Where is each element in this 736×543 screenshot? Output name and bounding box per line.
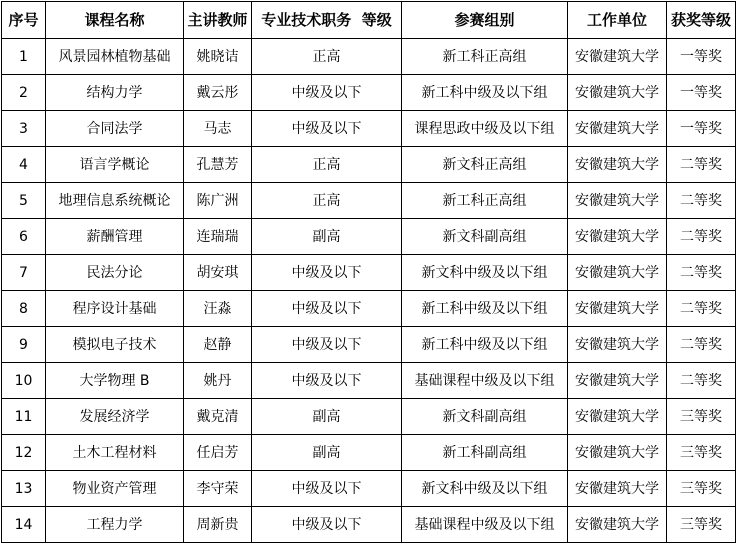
cell-award: 一等奖 xyxy=(667,111,736,147)
cell-award: 二等奖 xyxy=(667,255,736,291)
cell-title-level: 副高 xyxy=(252,219,402,255)
cell-course-name: 薪酬管理 xyxy=(46,219,184,255)
table-row xyxy=(2,471,736,507)
cell-course-name: 大学物理 B xyxy=(46,363,184,399)
cell-index: 12 xyxy=(2,435,46,471)
award-results-table xyxy=(1,1,736,543)
cell-title-level: 中级及以下 xyxy=(252,471,402,507)
cell-group: 新工科中级及以下组 xyxy=(402,327,568,363)
cell-affiliation: 安徽建筑大学 xyxy=(568,75,667,111)
cell-course-name: 合同法学 xyxy=(46,111,184,147)
cell-title-level: 正高 xyxy=(252,183,402,219)
cell-lecturer: 任启芳 xyxy=(184,435,252,471)
cell-affiliation: 安徽建筑大学 xyxy=(568,111,667,147)
cell-course-name: 风景园林植物基础 xyxy=(46,39,184,75)
cell-title-level: 中级及以下 xyxy=(252,363,402,399)
cell-group: 基础课程中级及以下组 xyxy=(402,507,568,543)
cell-affiliation: 安徽建筑大学 xyxy=(568,291,667,327)
cell-title-level: 中级及以下 xyxy=(252,507,402,543)
table-body xyxy=(2,39,736,543)
cell-lecturer: 戴云彤 xyxy=(184,75,252,111)
cell-group: 新工科中级及以下组 xyxy=(402,291,568,327)
cell-title-level: 中级及以下 xyxy=(252,75,402,111)
header-affiliation: 工作单位 xyxy=(568,2,667,39)
cell-group: 基础课程中级及以下组 xyxy=(402,363,568,399)
cell-affiliation: 安徽建筑大学 xyxy=(568,399,667,435)
cell-index: 1 xyxy=(2,39,46,75)
cell-group: 新工科正高组 xyxy=(402,39,568,75)
cell-award: 二等奖 xyxy=(667,219,736,255)
cell-group: 新文科正高组 xyxy=(402,147,568,183)
header-award: 获奖等级 xyxy=(667,2,736,39)
cell-course-name: 语言学概论 xyxy=(46,147,184,183)
cell-award: 三等奖 xyxy=(667,507,736,543)
cell-lecturer: 周新贵 xyxy=(184,507,252,543)
cell-index: 3 xyxy=(2,111,46,147)
cell-group: 新文科副高组 xyxy=(402,219,568,255)
cell-course-name: 民法分论 xyxy=(46,255,184,291)
cell-affiliation: 安徽建筑大学 xyxy=(568,363,667,399)
header-course-name: 课程名称 xyxy=(46,2,184,39)
cell-index: 8 xyxy=(2,291,46,327)
cell-index: 6 xyxy=(2,219,46,255)
table-row xyxy=(2,255,736,291)
cell-lecturer: 陈广洲 xyxy=(184,183,252,219)
cell-affiliation: 安徽建筑大学 xyxy=(568,39,667,75)
cell-group: 新文科中级及以下组 xyxy=(402,255,568,291)
cell-affiliation: 安徽建筑大学 xyxy=(568,471,667,507)
cell-affiliation: 安徽建筑大学 xyxy=(568,255,667,291)
cell-award: 二等奖 xyxy=(667,183,736,219)
cell-lecturer: 马志 xyxy=(184,111,252,147)
cell-group: 新文科副高组 xyxy=(402,399,568,435)
cell-title-level: 中级及以下 xyxy=(252,291,402,327)
cell-index: 2 xyxy=(2,75,46,111)
cell-lecturer: 姚丹 xyxy=(184,363,252,399)
cell-index: 11 xyxy=(2,399,46,435)
cell-lecturer: 孔慧芳 xyxy=(184,147,252,183)
cell-lecturer: 李守荣 xyxy=(184,471,252,507)
cell-lecturer: 胡安琪 xyxy=(184,255,252,291)
cell-award: 三等奖 xyxy=(667,471,736,507)
cell-index: 9 xyxy=(2,327,46,363)
cell-course-name: 程序设计基础 xyxy=(46,291,184,327)
cell-course-name: 结构力学 xyxy=(46,75,184,111)
header-row xyxy=(2,2,736,39)
table-row xyxy=(2,291,736,327)
cell-affiliation: 安徽建筑大学 xyxy=(568,327,667,363)
cell-group: 新工科副高组 xyxy=(402,435,568,471)
table-row xyxy=(2,75,736,111)
table-row xyxy=(2,219,736,255)
cell-affiliation: 安徽建筑大学 xyxy=(568,507,667,543)
table-row xyxy=(2,111,736,147)
cell-index: 10 xyxy=(2,363,46,399)
cell-group: 新文科中级及以下组 xyxy=(402,471,568,507)
table-row xyxy=(2,363,736,399)
cell-index: 5 xyxy=(2,183,46,219)
cell-lecturer: 赵静 xyxy=(184,327,252,363)
cell-course-name: 发展经济学 xyxy=(46,399,184,435)
cell-affiliation: 安徽建筑大学 xyxy=(568,435,667,471)
cell-group: 新工科正高组 xyxy=(402,183,568,219)
cell-affiliation: 安徽建筑大学 xyxy=(568,147,667,183)
cell-award: 一等奖 xyxy=(667,39,736,75)
cell-award: 二等奖 xyxy=(667,363,736,399)
cell-award: 二等奖 xyxy=(667,327,736,363)
header-group: 参赛组别 xyxy=(402,2,568,39)
cell-lecturer: 戴克清 xyxy=(184,399,252,435)
cell-affiliation: 安徽建筑大学 xyxy=(568,219,667,255)
table-row xyxy=(2,435,736,471)
cell-award: 二等奖 xyxy=(667,147,736,183)
cell-course-name: 物业资产管理 xyxy=(46,471,184,507)
cell-title-level: 中级及以下 xyxy=(252,255,402,291)
cell-award: 三等奖 xyxy=(667,399,736,435)
table-row xyxy=(2,399,736,435)
cell-title-level: 副高 xyxy=(252,399,402,435)
table-row xyxy=(2,39,736,75)
cell-award: 一等奖 xyxy=(667,75,736,111)
cell-index: 14 xyxy=(2,507,46,543)
cell-group: 课程思政中级及以下组 xyxy=(402,111,568,147)
cell-affiliation: 安徽建筑大学 xyxy=(568,183,667,219)
cell-title-level: 正高 xyxy=(252,147,402,183)
cell-title-level: 中级及以下 xyxy=(252,111,402,147)
header-lecturer: 主讲教师 xyxy=(184,2,252,39)
table-row xyxy=(2,327,736,363)
cell-title-level: 副高 xyxy=(252,435,402,471)
cell-award: 二等奖 xyxy=(667,291,736,327)
header-title-level: 专业技术职务 等级 xyxy=(252,2,402,39)
cell-course-name: 地理信息系统概论 xyxy=(46,183,184,219)
cell-title-level: 正高 xyxy=(252,39,402,75)
cell-course-name: 土木工程材料 xyxy=(46,435,184,471)
cell-index: 4 xyxy=(2,147,46,183)
cell-course-name: 工程力学 xyxy=(46,507,184,543)
cell-course-name: 模拟电子技术 xyxy=(46,327,184,363)
header-index: 序号 xyxy=(2,2,46,39)
cell-lecturer: 姚晓诘 xyxy=(184,39,252,75)
cell-index: 13 xyxy=(2,471,46,507)
cell-award: 三等奖 xyxy=(667,435,736,471)
cell-group: 新工科中级及以下组 xyxy=(402,75,568,111)
cell-lecturer: 汪淼 xyxy=(184,291,252,327)
table-row xyxy=(2,507,736,543)
cell-index: 7 xyxy=(2,255,46,291)
table-header xyxy=(2,2,736,39)
cell-title-level: 中级及以下 xyxy=(252,327,402,363)
table-row xyxy=(2,183,736,219)
table-row xyxy=(2,147,736,183)
cell-lecturer: 连瑞瑞 xyxy=(184,219,252,255)
